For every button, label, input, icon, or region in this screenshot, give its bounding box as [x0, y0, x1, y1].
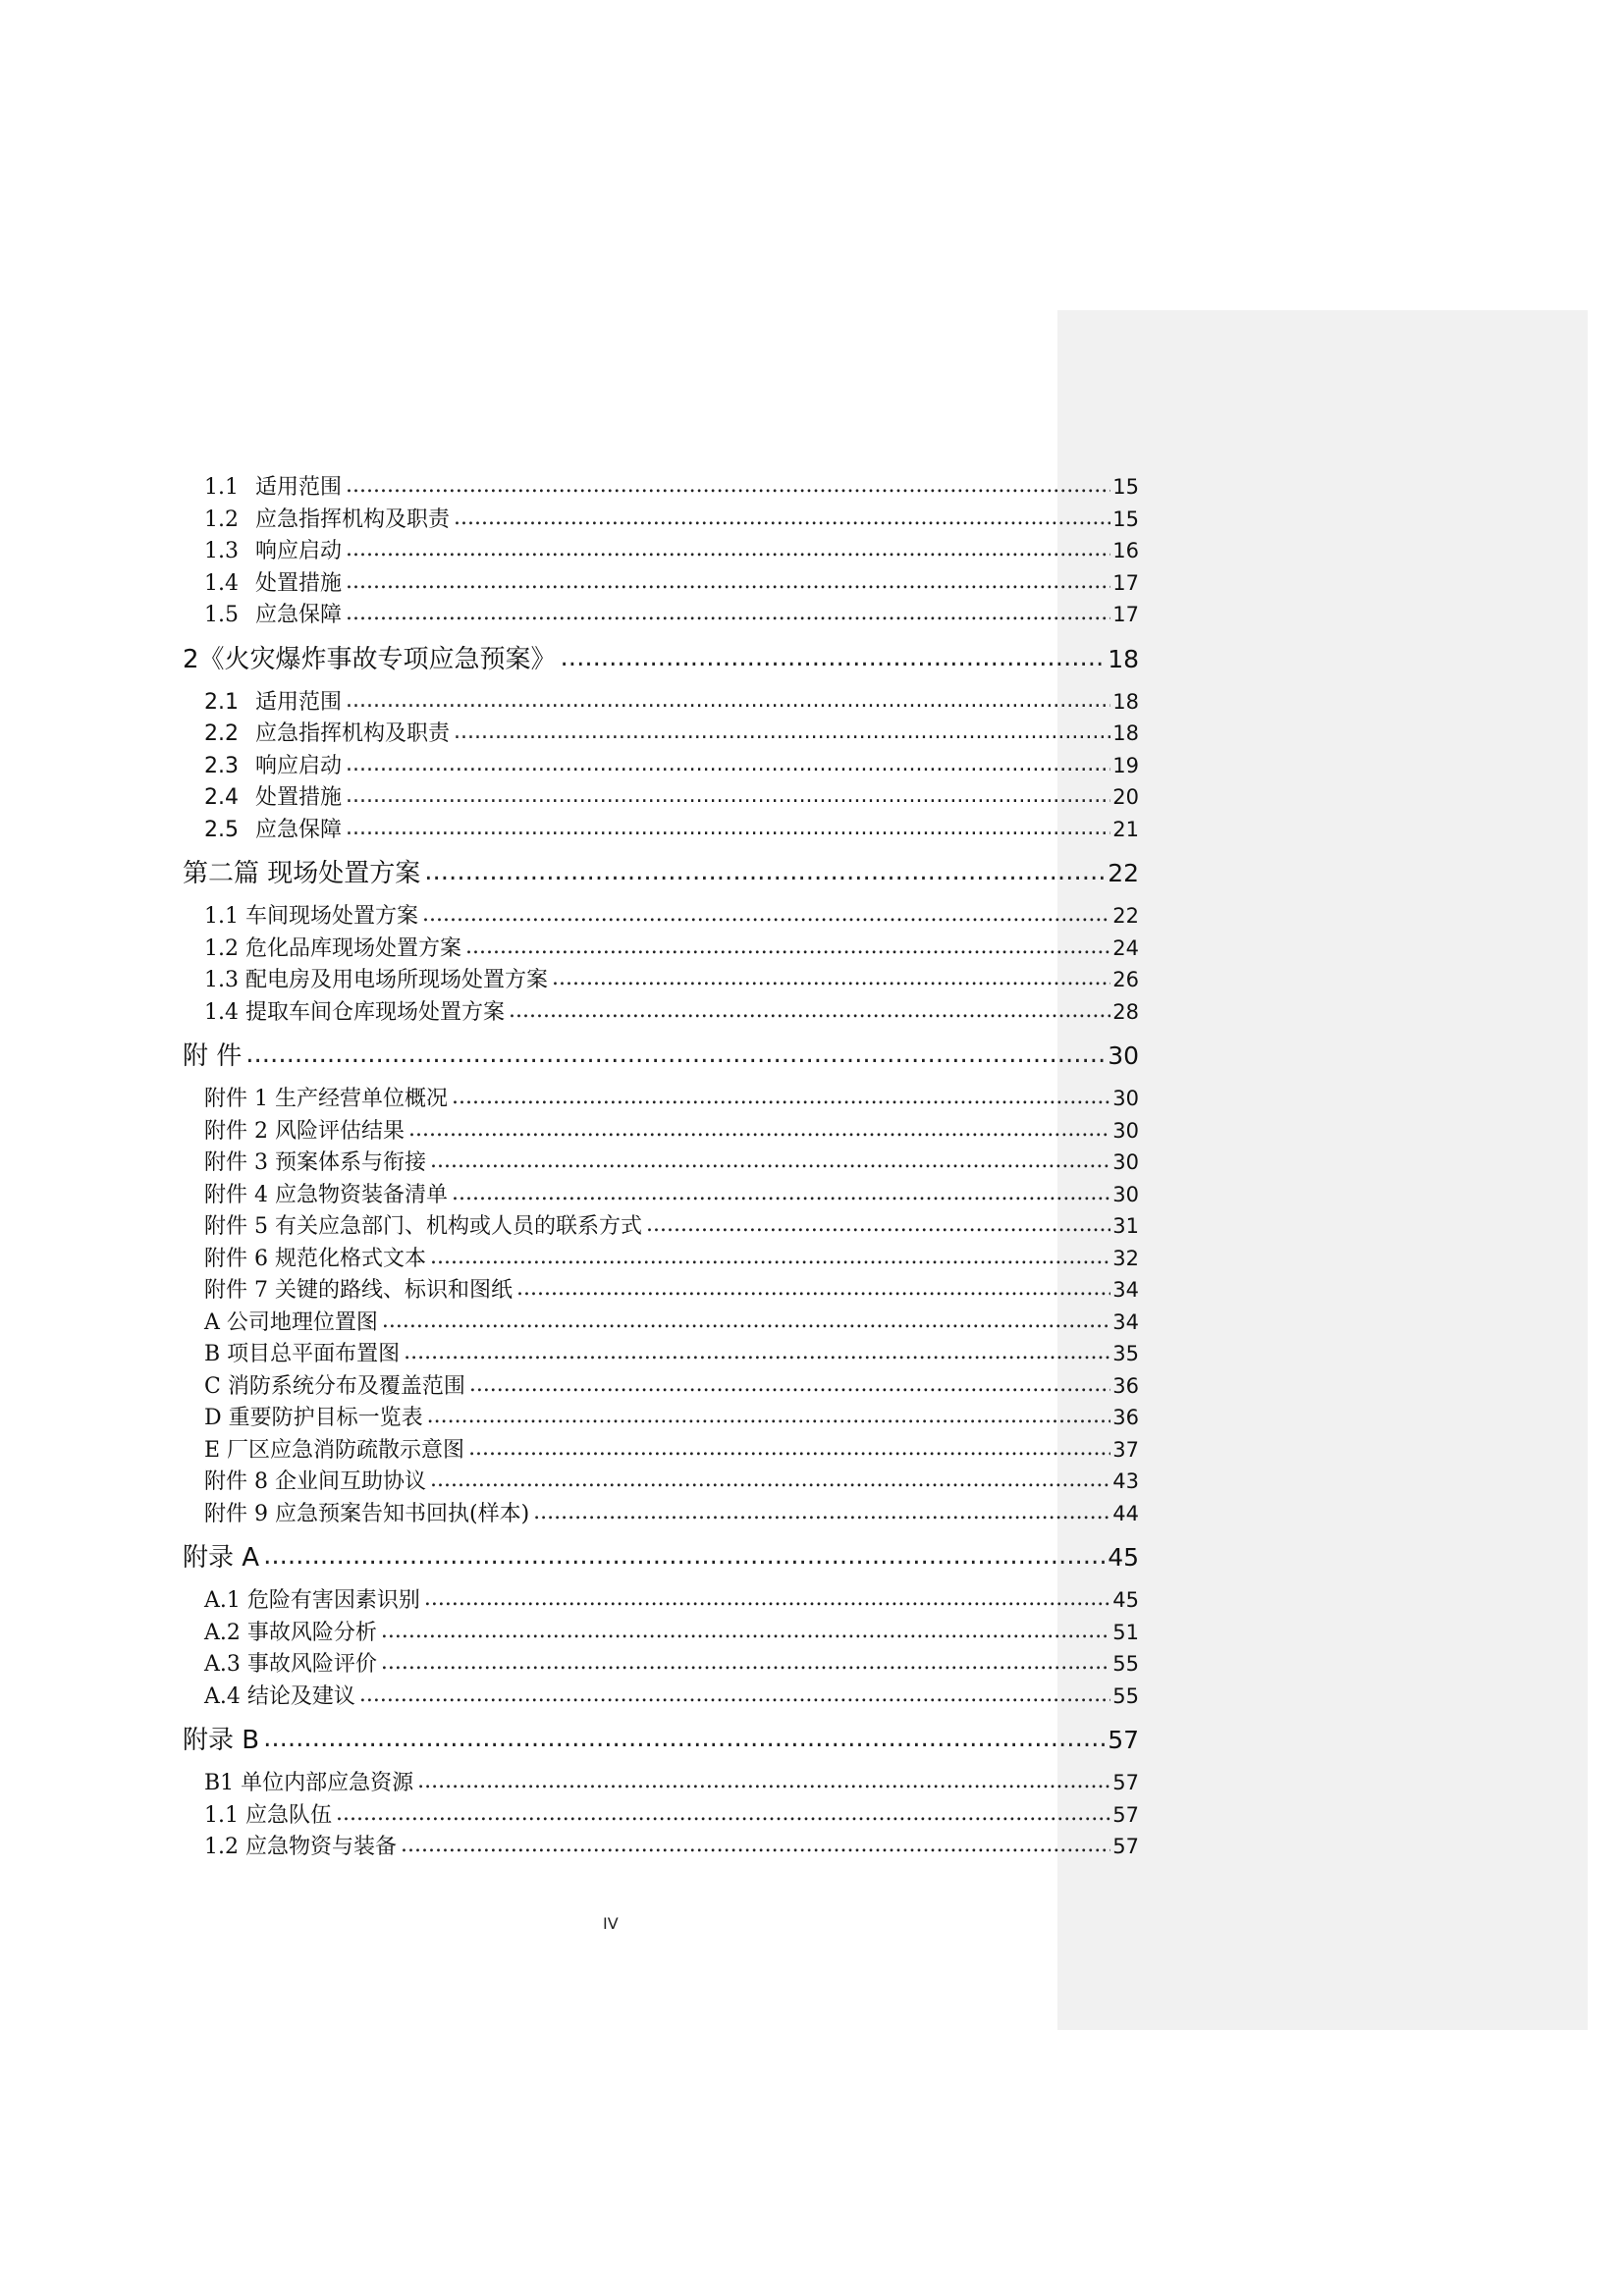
toc-entry-title: E 厂区应急消防疏散示意图: [204, 1437, 465, 1463]
toc-entry-title: 响应启动: [255, 539, 343, 563]
toc-entry[interactable]: [183, 1799, 1139, 1832]
toc-entry-page: 18: [1108, 644, 1139, 673]
toc-entry[interactable]: [183, 750, 1139, 782]
toc-dot-leader: [382, 1306, 1110, 1338]
toc-entry-number: 2.3: [204, 753, 239, 778]
toc-entry-page: 55: [1112, 1652, 1139, 1676]
toc-entry[interactable]: [183, 900, 1139, 933]
toc-entry-title: 应急指挥机构及职责: [255, 721, 451, 746]
toc-heading-entry[interactable]: [183, 1716, 1139, 1765]
toc-entry-page: 44: [1112, 1501, 1139, 1525]
toc-entry[interactable]: [183, 599, 1139, 631]
toc-entry-page: 31: [1112, 1214, 1139, 1238]
toc-dot-leader: [408, 1114, 1110, 1147]
toc-entry-number: 2.4: [204, 785, 239, 810]
toc-entry-page: 45: [1112, 1588, 1139, 1612]
toc-entry[interactable]: [183, 781, 1139, 814]
toc-entry-page: 17: [1112, 603, 1139, 626]
toc-dot-leader: [346, 534, 1110, 566]
toc-dot-leader: [346, 749, 1110, 781]
toc-entry[interactable]: [183, 814, 1139, 846]
toc-entry[interactable]: [183, 1617, 1139, 1649]
toc-dot-leader: [509, 995, 1110, 1028]
toc-entry-page: 30: [1112, 1087, 1139, 1110]
toc-entry-number: 2.2: [204, 721, 239, 746]
toc-dot-leader: [336, 1798, 1110, 1831]
toc-dot-leader: [346, 470, 1110, 503]
toc-entry-page: 26: [1112, 968, 1139, 991]
toc-dot-leader: [424, 1583, 1110, 1616]
toc-entry-page: 57: [1112, 1835, 1139, 1858]
toc-dot-leader: [346, 685, 1110, 718]
toc-entry-page: 30: [1112, 1118, 1139, 1143]
toc-entry[interactable]: [183, 1083, 1139, 1115]
toc-entry-page: 17: [1112, 570, 1139, 595]
toc-entry-title: A.2 事故风险分析: [204, 1620, 377, 1645]
toc-entry-title: 附件 9 应急预案告知书回执(样本): [204, 1501, 530, 1526]
toc-entry[interactable]: [183, 686, 1139, 719]
toc-entry-title: 应急保障: [255, 817, 343, 842]
toc-entry-page: 19: [1112, 753, 1139, 777]
toc-entry-title: 2《火灾爆炸事故专项应急预案》: [183, 644, 557, 674]
toc-entry[interactable]: [183, 1584, 1139, 1617]
toc-dot-leader: [245, 1030, 1106, 1079]
toc-entry-page: 28: [1112, 999, 1139, 1024]
toc-entry-page: 15: [1112, 475, 1139, 499]
toc-entry-page: 15: [1112, 507, 1139, 531]
toc-entry[interactable]: [183, 964, 1139, 996]
toc-dot-leader: [468, 1433, 1110, 1466]
toc-dot-leader: [427, 1401, 1111, 1433]
toc-dot-leader: [381, 1616, 1110, 1648]
toc-dot-leader: [465, 932, 1110, 964]
toc-entry[interactable]: [183, 471, 1139, 504]
toc-entry-title: 处置措施: [255, 570, 343, 596]
toc-entry[interactable]: [183, 1681, 1139, 1713]
toc-dot-leader: [533, 1497, 1110, 1529]
toc-entry-title: 附录 A: [183, 1543, 260, 1573]
toc-dot-leader: [561, 633, 1107, 682]
toc-heading-entry[interactable]: [183, 635, 1139, 684]
toc-entry-title: 适用范围: [255, 689, 343, 715]
toc-entry-title: A.3 事故风险评价: [204, 1652, 377, 1677]
toc-entry[interactable]: [183, 718, 1139, 750]
toc-entry-page: 35: [1112, 1342, 1139, 1365]
toc-entry-title: 应急保障: [255, 603, 343, 627]
toc-entry-page: 57: [1112, 1802, 1139, 1827]
toc-entry-title: 1.1 车间现场处置方案: [204, 904, 418, 929]
toc-entry-title: 附件 8 企业间互助协议: [204, 1469, 426, 1494]
toc-entry-page: 36: [1112, 1373, 1139, 1398]
toc-heading-entry[interactable]: [183, 1032, 1139, 1081]
toc-entry-title: 附件 1 生产经营单位概况: [204, 1087, 448, 1111]
toc-entry-number: 1.4: [204, 570, 239, 596]
toc-dot-leader: [430, 1146, 1110, 1178]
toc-entry[interactable]: [183, 1466, 1139, 1498]
toc-dot-leader: [359, 1680, 1110, 1712]
toc-dot-leader: [430, 1242, 1110, 1274]
toc-entry-page: 16: [1112, 539, 1139, 562]
toc-entry-title: 适用范围: [255, 475, 343, 500]
toc-entry-page: 55: [1112, 1683, 1139, 1708]
toc-entry-title: 1.2 应急物资与装备: [204, 1835, 397, 1859]
toc-entry-number: 1.5: [204, 603, 239, 627]
toc-entry-page: 30: [1108, 1041, 1139, 1070]
toc-entry-page: 34: [1112, 1309, 1139, 1334]
toc-entry-page: 30: [1112, 1182, 1139, 1206]
toc-entry-title: B1 单位内部应急资源: [204, 1771, 414, 1795]
toc-entry[interactable]: [183, 996, 1139, 1029]
toc-dot-leader: [263, 1531, 1106, 1580]
toc-dot-leader: [452, 1082, 1110, 1114]
toc-entry-page: 18: [1112, 721, 1139, 745]
toc-entry[interactable]: [183, 1370, 1139, 1403]
toc-dot-leader: [454, 717, 1110, 749]
toc-dot-leader: [401, 1830, 1110, 1862]
toc-entry-page: 57: [1108, 1726, 1139, 1754]
toc-dot-leader: [346, 780, 1110, 813]
toc-entry-title: 附录 B: [183, 1726, 260, 1755]
toc-dot-leader: [422, 899, 1110, 932]
toc-entry[interactable]: [183, 1767, 1139, 1799]
toc-entry[interactable]: [183, 1498, 1139, 1530]
toc-entry[interactable]: [183, 504, 1139, 536]
toc-dot-leader: [424, 847, 1106, 896]
toc-dot-leader: [381, 1647, 1110, 1680]
toc-entry[interactable]: [183, 1831, 1139, 1863]
toc-entry[interactable]: [183, 535, 1139, 567]
toc-entry[interactable]: [183, 1338, 1139, 1370]
toc-dot-leader: [552, 963, 1110, 995]
toc-dot-leader: [454, 503, 1110, 535]
toc-dot-leader: [646, 1209, 1110, 1242]
toc-dot-leader: [346, 598, 1110, 630]
toc-entry-page: 45: [1108, 1543, 1139, 1572]
toc-entry-page: 21: [1112, 817, 1139, 841]
toc-entry-title: 响应启动: [255, 753, 343, 778]
toc-dot-leader: [469, 1369, 1110, 1402]
toc-entry[interactable]: [183, 1210, 1139, 1243]
toc-entry[interactable]: [183, 1274, 1139, 1307]
toc-entry-title: 1.2 危化品库现场处置方案: [204, 935, 461, 961]
toc-entry-title: D 重要防护目标一览表: [204, 1406, 423, 1430]
toc-heading-entry[interactable]: [183, 849, 1139, 898]
toc-entry-number: 1.3: [204, 539, 239, 563]
toc-dot-leader: [516, 1273, 1110, 1306]
toc-entry-page: 37: [1112, 1437, 1139, 1462]
toc-entry-title: 附件 6 规范化格式文本: [204, 1246, 426, 1271]
toc-dot-leader: [263, 1714, 1106, 1763]
toc-entry-page: 18: [1112, 689, 1139, 714]
toc-dot-leader: [346, 813, 1110, 845]
toc-dot-leader: [430, 1465, 1110, 1497]
toc-entry[interactable]: [183, 1179, 1139, 1211]
toc-entry-page: 22: [1108, 859, 1139, 887]
toc-entry-page: 34: [1112, 1278, 1139, 1302]
toc-entry-page: 30: [1112, 1150, 1139, 1174]
toc-entry-title: 应急指挥机构及职责: [255, 507, 451, 532]
toc-entry-title: 附 件: [183, 1041, 243, 1071]
toc-entry[interactable]: [183, 567, 1139, 600]
toc-dot-leader: [417, 1766, 1110, 1798]
toc-entry[interactable]: [183, 1434, 1139, 1467]
toc-entry-page: 22: [1112, 904, 1139, 928]
toc-entry[interactable]: [183, 1648, 1139, 1681]
toc-entry[interactable]: [183, 1307, 1139, 1339]
toc-entry-title: 1.4 提取车间仓库现场处置方案: [204, 999, 505, 1025]
toc-entry-title: 附件 7 关键的路线、标识和图纸: [204, 1278, 513, 1303]
toc-entry-page: 32: [1112, 1246, 1139, 1270]
toc-entry[interactable]: [183, 1115, 1139, 1148]
table-of-contents: [183, 471, 1139, 1863]
toc-entry-page: 36: [1112, 1406, 1139, 1429]
page-number: IV: [603, 1914, 619, 1933]
toc-entry-title: A.1 危险有害因素识别: [204, 1588, 420, 1613]
toc-dot-leader: [452, 1178, 1110, 1210]
toc-entry-title: 处置措施: [255, 785, 343, 810]
toc-entry-title: 附件 2 风险评估结果: [204, 1118, 405, 1144]
toc-entry[interactable]: [183, 1402, 1139, 1434]
toc-entry-number: 1.1: [204, 475, 239, 500]
toc-entry[interactable]: [183, 1147, 1139, 1179]
toc-entry-page: 43: [1112, 1469, 1139, 1493]
toc-entry-title: 第二篇 现场处置方案: [183, 859, 421, 888]
toc-entry-page: 57: [1112, 1771, 1139, 1794]
toc-heading-entry[interactable]: [183, 1533, 1139, 1582]
toc-entry-title: C 消防系统分布及覆盖范围: [204, 1373, 465, 1399]
toc-entry-title: 附件 3 预案体系与衔接: [204, 1150, 426, 1175]
toc-dot-leader: [404, 1337, 1110, 1369]
toc-entry[interactable]: [183, 1243, 1139, 1275]
toc-entry-page: 24: [1112, 935, 1139, 960]
toc-entry-number: 2.1: [204, 689, 239, 715]
toc-entry-title: 附件 4 应急物资装备清单: [204, 1182, 448, 1207]
toc-entry-page: 51: [1112, 1620, 1139, 1644]
toc-entry-title: 附件 5 有关应急部门、机构或人员的联系方式: [204, 1214, 642, 1239]
toc-entry-title: 1.3 配电房及用电场所现场处置方案: [204, 968, 548, 992]
toc-entry-title: 1.1 应急队伍: [204, 1802, 332, 1828]
toc-entry-number: 1.2: [204, 507, 239, 532]
toc-entry-number: 2.5: [204, 817, 239, 842]
toc-dot-leader: [346, 566, 1110, 599]
toc-entry-title: B 项目总平面布置图: [204, 1342, 401, 1366]
toc-entry[interactable]: [183, 933, 1139, 965]
toc-entry-page: 20: [1112, 785, 1139, 809]
toc-entry-title: A 公司地理位置图: [204, 1309, 378, 1335]
toc-entry-title: A.4 结论及建议: [204, 1683, 355, 1709]
